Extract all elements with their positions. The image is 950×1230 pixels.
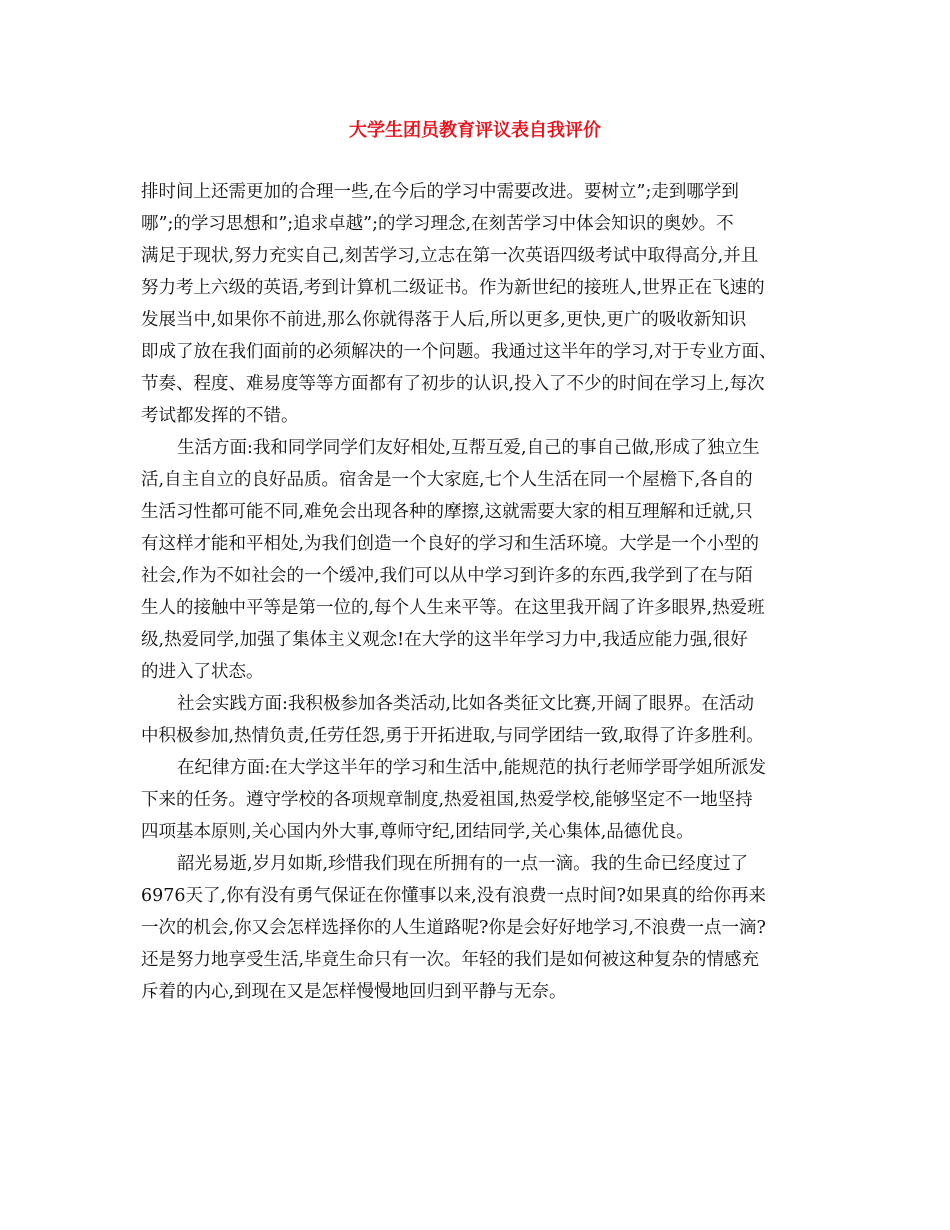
paragraph-line: 活,自主自立的良好品质。宿舍是一个大家庭,七个人生活在同一个屋檐下,各自的 xyxy=(141,470,753,490)
paragraph-line: 下来的任务。遵守学校的各项规章制度,热爱祖国,热爱学校,能够坚定不一地坚持 xyxy=(141,790,753,810)
paragraph xyxy=(141,752,821,848)
paragraph-line: 还是努力地享受生活,毕竟生命只有一次。年轻的我们是如何被这种复杂的情感充 xyxy=(141,950,760,970)
paragraph-line: 中积极参加,热情负责,任劳任怨,勇于开拓进取,与同学团结一致,取得了许多胜利。 xyxy=(141,726,764,746)
paragraph-line: 的进入了状态。 xyxy=(141,662,264,682)
paragraph xyxy=(141,688,821,752)
paragraph-line: 排时间上还需更加的合理一些,在今后的学习中需要改进。要树立”;走到哪学到 xyxy=(141,182,739,202)
paragraph-line: 级,热爱同学,加强了集体主义观念!在大学的这半年学习力中,我适应能力强,很好 xyxy=(141,630,748,650)
paragraph-line: 6976天了,你有没有勇气保证在你懂事以来,没有浪费一点时间?如果真的给你再来 xyxy=(141,886,767,906)
paragraph-line: 生活方面:我和同学同学们友好相处,互帮互爱,自己的事自己做,形成了独立生 xyxy=(177,438,760,458)
paragraph-line: 努力考上六级的英语,考到计算机二级证书。作为新世纪的接班人,世界正在飞速的 xyxy=(141,278,765,298)
paragraph-line: 发展当中,如果你不前进,那么你就得落于人后,所以更多,更快,更广的吸收新知识 xyxy=(141,310,747,330)
paragraph-line: 生人的接触中平等是第一位的,每个人生来平等。在这里我开阔了许多眼界,热爱班 xyxy=(141,598,765,618)
paragraph-line: 在纪律方面:在大学这半年的学习和生活中,能规范的执行老师学哥学姐所派发 xyxy=(177,758,766,778)
paragraph-line: 考试都发挥的不错。 xyxy=(141,406,299,426)
document-title: 大学生团员教育评议表自我评价 xyxy=(349,120,601,141)
paragraph-line: 社会实践方面:我积极参加各类活动,比如各类征文比赛,开阔了眼界。在活动 xyxy=(177,694,755,714)
paragraph-line: 满足于现状,努力充实自己,刻苦学习,立志在第一次英语四级考试中取得高分,并且 xyxy=(141,246,759,266)
paragraph-line: 即成了放在我们面前的必须解决的一个问题。我通过这半年的学习,对于专业方面、 xyxy=(141,342,777,362)
paragraph-line: 社会,作为不如社会的一个缓冲,我们可以从中学习到许多的东西,我学到了在与陌 xyxy=(141,566,753,586)
paragraph-line: 哪”;的学习思想和”;追求卓越”;的学习理念,在刻苦学习中体会知识的奥妙。不 xyxy=(141,214,734,234)
paragraph-line: 斥着的内心,到现在又是怎样慢慢地回归到平静与无奈。 xyxy=(141,982,567,1002)
paragraph-line: 韶光易逝,岁月如斯,珍惜我们现在所拥有的一点一滴。我的生命已经度过了 xyxy=(177,854,749,874)
paragraph xyxy=(141,432,821,688)
paragraph-line: 生活习性都可能不同,难免会出现各种的摩擦,这就需要大家的相互理解和迁就,只 xyxy=(141,502,753,522)
document-body xyxy=(141,176,821,1008)
paragraph-line: 有这样才能和平相处,为我们创造一个良好的学习和生活环境。大学是一个小型的 xyxy=(141,534,760,554)
paragraph-line: 四项基本原则,关心国内外大事,尊师守纪,团结同学,关心集体,品德优良。 xyxy=(141,822,694,842)
paragraph-line: 一次的机会,你又会怎样选择你的人生道路呢?你是会好好地学习,不浪费一点一滴? xyxy=(141,918,766,938)
paragraph xyxy=(141,176,821,432)
paragraph xyxy=(141,848,821,1008)
paragraph-line: 节奏、程度、难易度等等方面都有了初步的认识,投入了不少的时间在学习上,每次 xyxy=(141,374,765,394)
